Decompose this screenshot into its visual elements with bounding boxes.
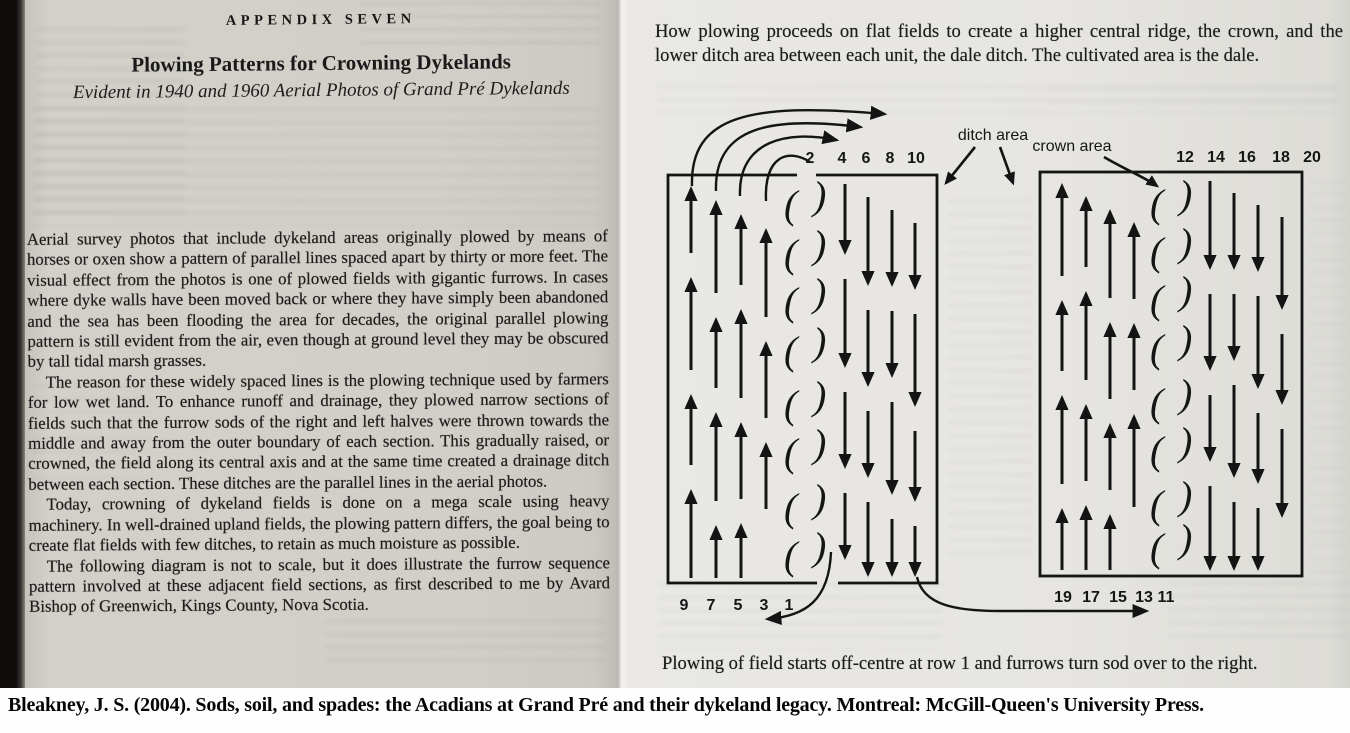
row-number: 15 (1109, 589, 1127, 606)
crown-area-label: crown area (1032, 138, 1112, 155)
sod-paren-right: ) (813, 421, 827, 466)
row-number: 10 (907, 150, 925, 167)
row-number: 7 (706, 597, 716, 614)
paragraph: The reason for these widely spaced lines is the plowing technique used by farmers for low wet land. To enhance runoff and drainage, they plowed narrow sections of fields such that the furrow sods of the right and left halves were thrown towards the middle and away from the outer boundary of each section. This gradually raised, or crowned, the field along its central axis and at the same time created a drainage ditch between each section. These ditches are the parallel lines in the aerial photos. (27, 369, 610, 494)
sod-paren-right: ) (813, 173, 827, 218)
row-number: 3 (759, 597, 769, 614)
sod-paren-right: ) (1179, 317, 1193, 362)
row-number: 20 (1303, 149, 1321, 166)
sod-paren-left: ( (784, 382, 798, 427)
sod-paren-left: ( (1150, 181, 1164, 226)
bleed-through-smudge (658, 583, 943, 649)
page-gutter (617, 0, 628, 690)
page-title: Plowing Patterns for Crowning Dykelands (131, 49, 511, 77)
bleed-through-smudge (1310, 180, 1346, 580)
bleed-through-smudge (1168, 582, 1348, 640)
sod-paren-right: ) (1179, 371, 1193, 416)
bleed-through-smudge (325, 620, 605, 668)
book-spine-edge (0, 0, 25, 690)
appendix-heading: APPENDIX SEVEN (225, 11, 416, 29)
sod-paren-right: ) (813, 270, 827, 315)
sod-paren-right: ) (813, 373, 827, 418)
row-number: 5 (733, 597, 743, 614)
ditch-area-label: ditch area (957, 127, 1029, 144)
sod-paren-right: ) (813, 476, 827, 521)
sod-paren-left: ( (1150, 229, 1164, 274)
sod-paren-right: ) (1179, 516, 1193, 561)
sod-paren-left: ( (784, 533, 798, 578)
bleed-through-smudge (33, 108, 599, 226)
left-page (25, 0, 617, 690)
sod-paren-left: ( (1150, 525, 1164, 570)
sod-paren-left: ( (784, 328, 798, 373)
diagram-intro-text: How plowing proceeds on flat fields to create a higher central ridge, the crown, and the lower ditch area between each unit, the dale ditch. The cultivated area is the dale. (655, 21, 1343, 66)
sod-paren-left: ( (1150, 428, 1164, 473)
sod-paren-left: ( (784, 430, 798, 475)
row-number: 17 (1082, 589, 1100, 606)
row-number: 16 (1238, 149, 1256, 166)
row-number: 4 (837, 150, 847, 167)
page-subtitle: Evident in 1940 and 1960 Aerial Photos of Grand Pré Dykelands (72, 77, 570, 104)
body-text (27, 226, 610, 617)
row-number: 8 (885, 150, 895, 167)
left-page-heading-block (28, 0, 615, 105)
row-number: 14 (1207, 149, 1225, 166)
row-number: 9 (679, 597, 689, 614)
row-number: 12 (1176, 149, 1194, 166)
citation-bar (0, 688, 1350, 733)
row-number: 2 (805, 150, 815, 167)
sod-paren-left: ( (784, 231, 798, 276)
row-number: 1 (784, 597, 794, 614)
citation-text: Bleakney, J. S. (2004). Sods, soil, and spades: the Acadians at Grand Pré and their dykeland legacy. Montreal: McGill-Queen's University Press. (8, 694, 1204, 716)
sod-paren-left: ( (1150, 326, 1164, 371)
sod-paren-right: ) (1179, 220, 1193, 265)
sod-paren-right: ) (1179, 419, 1193, 464)
sod-paren-right: ) (813, 319, 827, 364)
sod-paren-left: ( (1150, 482, 1164, 527)
bleed-through-smudge (1048, 88, 1338, 110)
row-number: 11 (1157, 589, 1175, 606)
row-number: 19 (1054, 589, 1072, 606)
sod-paren-left: ( (784, 279, 798, 324)
row-number: 13 (1135, 589, 1153, 606)
paragraph: The following diagram is not to scale, but it does illustrate the furrow sequence pattern involved at these adjacent field sections, as first described to me by Avard Bishop of Greenwich, Kings County, Nova Scotia. (28, 552, 611, 617)
sod-paren-left: ( (1150, 277, 1164, 322)
sod-paren-left: ( (784, 485, 798, 530)
bleed-through-smudge (948, 200, 1033, 560)
row-number: 18 (1272, 149, 1290, 166)
sod-paren-right: ) (1179, 268, 1193, 313)
sod-paren-right: ) (1179, 473, 1193, 518)
row-number: 6 (861, 150, 871, 167)
sod-paren-right: ) (1179, 172, 1193, 217)
sod-paren-right: ) (813, 222, 827, 267)
diagram-caption: Plowing of field starts off-centre at row 1 and furrows turn sod over to the right. (662, 653, 1258, 674)
sod-paren-left: ( (784, 182, 798, 227)
paragraph: Today, crowning of dykeland fields is done on a mega scale using heavy machinery. In well-drained upland fields, the plowing pattern differs, the goal being to create flat fields with few ditches, to retain as much moisture as possible. (28, 491, 610, 555)
paragraph: Aerial survey photos that include dykeland areas originally plowed by means of horses or oxen show a pattern of parallel lines spaced apart by thirty or more feet. The visual effect from the photos is one of plowed fields with gigantic furrows. In cases where dyke walls have been moved back or where they have simply been abandoned and the sea has been flooding the area for decades, the original parallel plowing pattern is still evident from the air, even though at ground level they may be obscured by tall tidal marsh grasses. (26, 226, 609, 372)
sod-paren-left: ( (1150, 380, 1164, 425)
sod-paren-right: ) (813, 524, 827, 569)
right-page (628, 0, 1350, 690)
